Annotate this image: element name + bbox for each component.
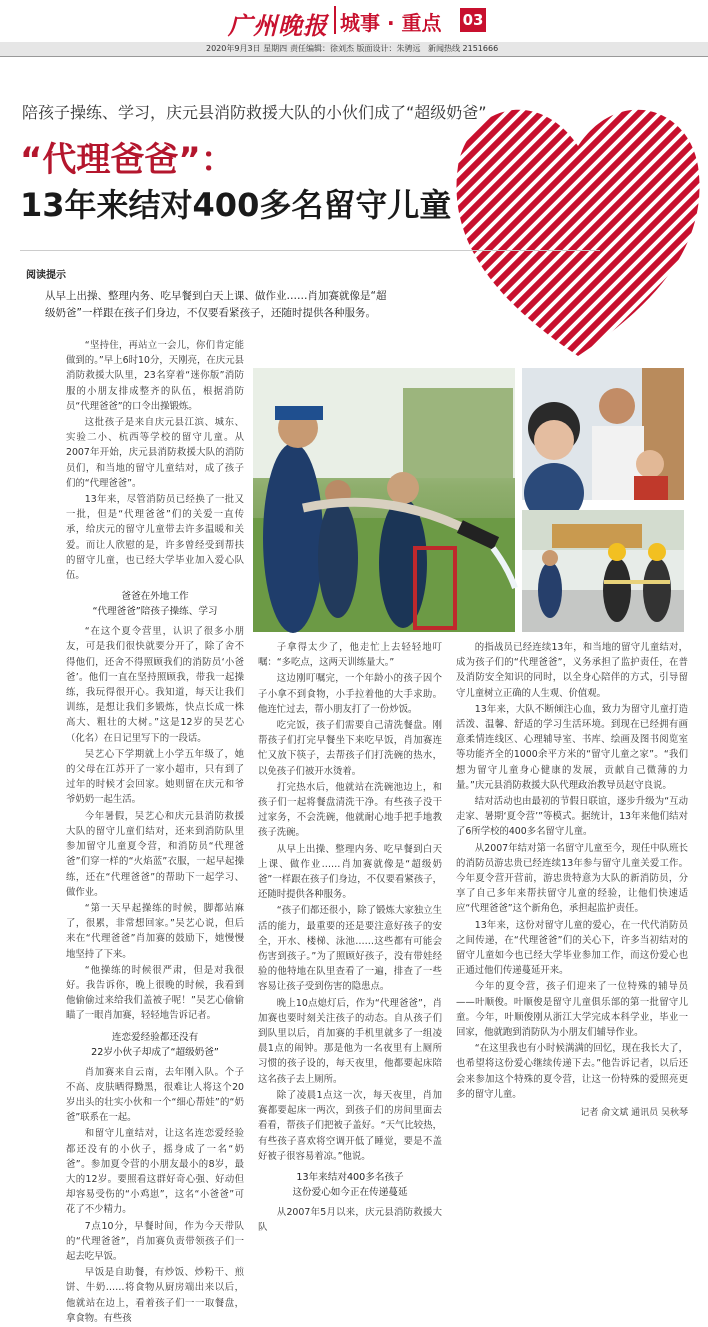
article-column-2 (258, 640, 442, 1236)
news-hotline: 新闻热线 2151666 (428, 44, 499, 53)
col1-paragraph: 和留守儿童结对，让这名连恋爱经验都还没有的小伙子，摇身成了一名“奶爸”。参加夏令营的小朋友最小的8岁，最大的12岁。要照看这群好奇心强、好动但却容易受伤的“小鸡崽”，这名“小爸爸”可花了不少精力。 (66, 1128, 244, 1216)
section-title: 城事 · 重点 (340, 11, 442, 35)
photo-hose-training (253, 368, 515, 632)
subhead-3a: 13年来结对400多名孩子 (296, 1171, 404, 1183)
photo-hose-training-art (253, 368, 515, 632)
stripe-line (694, 76, 708, 366)
col1-paragraph: “他操练的时候很严肃，但是对我很好。我告诉你，晚上很晚的时候，我看到他偷偷过来给我们盖被子呢！”吴艺心偷偷瞄了一眼肖加赛，轻轻地告诉记者。 (66, 964, 244, 1022)
col2-paragraph: “孩子们都还很小，除了锻炼大家独立生活的能力，最重要的还是要注意好孩子的安全，开水、楼梯、泳池……这些都有可能会伤害到孩子。”为了照顾好孩子，没有带娃经验的他特地在队里查看了一遍，排查了一些容易让孩子受到伤害的隐患点。 (258, 905, 442, 993)
photo-tutoring (522, 368, 684, 500)
stripe-line (540, 76, 708, 366)
col2-paragraph: 子拿得太少了，他走忙上去轻轻地叮嘱：“多吃点，这两天训练量大。” (258, 642, 442, 669)
col1-paragraph: 肖加赛来自云南，去年刚入队。个子不高、皮肤晒得黝黑，很难让人将这个20岁出头的壮实小伙和一个“细心帮娃”的“奶爸”联系在一起。 (66, 1066, 244, 1124)
col3-paragraph: 结对活动也由最初的节假日联谊，逐步升级为“互动走家、暑期‘夏令营’”等模式。据统计，13年来他们结对了6所学校的400多名留守儿童。 (456, 796, 688, 838)
col3-paragraph: 13年来，大队不断倾注心血，致力为留守儿童打造活泼、温馨、舒适的学习生活环境。到现在已经拥有画意柔情连线区、心理辅导室、书库、绘画及图书阅览室等功能齐全的1000余平方米的“留守儿童之家”。“我们想为留守儿童身心健康的发展，贡献自己微薄的力量。”庆元县消防救援大队代理政治教导员赵守良说。 (456, 703, 688, 791)
col2-paragraph: 从2007年5月以来，庆元县消防救援大队 (258, 1206, 442, 1234)
col2-paragraph: 除了凌晨1点这一次，每天夜里，肖加赛都要起床一两次，到孩子们的房间里面去看看，帮孩子们把被子盖好。“天气比较热，有些孩子喜欢将空调开低了睡觉，要是不盖好被子很容易着凉。”他说。 (258, 1089, 442, 1162)
headline-title-line1: “代理爸爸”： (20, 140, 235, 180)
masthead-divider (334, 6, 336, 34)
col3-paragraph: 今年的夏令营，孩子们迎来了一位特殊的辅导员——叶顺俊。叶顺俊是留守儿童俱乐部的第一批留守儿童。今年，叶顺俊刚从浙江大学完成本科学业，毕业一回家，他就跑到消防队为小朋友们辅导作业。 (456, 981, 688, 1039)
col2-paragraph: 从早上出操、整理内务、吃早餐到白天上课、做作业……肖加赛就像是“超级奶爸”一样跟在孩子们身边，不仅要看紧孩子，还随时提供各种服务。 (258, 843, 442, 901)
col1-paragraph: 这批孩子是来自庆元县江滨、城东、实验二小、杭西等学校的留守儿童。从2007年开始，庆元县消防救援大队的消防员们，和当地的留守儿童结对，成了孩子们的“代理爸爸”。 (66, 417, 244, 489)
subhead-3b: 这份爱心如今正在传递蔓延 (292, 1186, 408, 1198)
col1-paragraph: 今年暑假，吴艺心和庆元县消防救援大队的留守儿童们结对，还来到消防队里参加留守儿童夏令营，和消防员“代理爸爸”们穿一样的“火焰蓝”衣服，一起早起操练，还在“代理爸爸”的帮助下一起学习、做作业。 (66, 810, 244, 898)
col2-paragraph: 打完热水后，他就站在洗碗池边上，和孩子们一起将餐盘清洗干净。有些孩子没干过家务，不会洗碗，他就耐心地手把手地教孩子洗碗。 (258, 781, 442, 839)
col3-paragraph: 13年来，这份对留守儿童的爱心，在一代代消防员之间传递，在“代理爸爸”们的关心下，许多当初结对的留守儿童如今也已经大学毕业参加工作，而这份爱心也正通过他们传递蔓延开来。 (456, 919, 688, 977)
reporter-credit: 记者 俞文斌 通讯员 吴秋琴 (580, 1108, 688, 1119)
photo-tutoring-art (522, 368, 684, 500)
editor-credit: 责任编辑：徐刘杰 版面设计：朱骋远 (290, 44, 421, 53)
article-column-1 (66, 338, 244, 1327)
issue-date: 2020年9月3日 星期四 (206, 44, 288, 53)
col2-paragraph: 这边刚叮嘱完，一个年龄小的孩子因个子小拿不到食物，小手拉着他的大手求助。他连忙过去，帮小朋友打了一份炒饭。 (258, 673, 442, 715)
col1-paragraph: “坚持住，再站立一会儿，你们肯定能做到的。”早上6时10分，天刚亮，在庆元县消防救援大队里，23名穿着“迷你版”消防服的小朋友排成整齐的队伍，根据消防员“代理爸爸”的口令出操锻炼。 (66, 340, 244, 412)
col1-paragraph: 早饭是自助餐，有炒饭、炒粉干、煎饼、牛奶……将食物从厨房端出来以后，他就站在边上，看着孩子们一一取餐盘，拿食物。有些孩 (66, 1267, 244, 1324)
col1-paragraph: “第一天早起操练的时候，脚都站麻了，很累，非常想回家。”吴艺心说，但后来在“代理爸爸”肖加赛的鼓励下，她慢慢地坚持了下来。 (66, 902, 244, 960)
col3-paragraph: 从2007年结对第一名留守儿童至今，现任中队班长的消防员游忠贵已经连续13年参与留守儿童关爱工作。今年夏令营开营前，游忠贵特意为大队的新消防员，分享了自己多年来帮扶留守儿童的经验，让他们快速适应“代理爸爸”这个新角色，承担起监护责任。 (456, 842, 688, 915)
photo-gear-drill-art (522, 510, 684, 632)
headline-kicker: 陪孩子操练、学习，庆元县消防救援大队的小伙们成了“超级奶爸” (22, 103, 487, 122)
decorative-stripes (448, 76, 708, 366)
col3-paragraph: “在这里我也有小时候满满的回忆，现在我长大了，也希望将这份爱心继续传递下去。”他告诉记者，以后还会来参加这个特殊的夏令营，让这一份特殊的爱照亮更多的留守儿童。 (456, 1043, 688, 1100)
masthead (0, 0, 708, 42)
col1-paragraph: 吴艺心下学期就上小学五年级了，她的父母在江苏开了一家小超市，只有到了过年的时候才会回家。她则留在庆元和爷爷奶奶一起生活。 (66, 748, 244, 806)
col1-paragraph: 7点10分，早餐时间，作为今天带队的“代理爸爸”，肖加赛负责带领孩子们一起去吃早饭。 (66, 1220, 244, 1262)
col1-paragraph: 13年来，尽管消防员已经换了一批又一批，但是“代理爸爸”们的关爱一直传承，给庆元的留守儿童带去许多温暖和关爱。而让人欣慰的是，许多曾经受到帮扶的留守儿童，也已经大学毕业加入爱心队伍。 (66, 494, 244, 582)
subhead-1a: 爸爸在外地工作 (121, 591, 189, 603)
col2-paragraph: 晚上10点熄灯后，作为“代理爸爸”，肖加赛也要时刻关注孩子的动态。自从孩子们到队里以后，肖加赛的手机里就多了一组凌晨1点的闹钟。那是他为一名夜里有上厕所习惯的孩子设的，每天夜里，他都要起床陪这名孩子去上厕所。 (258, 997, 442, 1085)
info-bar (0, 42, 708, 56)
lead-text: 从早上出操、整理内务、吃早餐到白天上课、做作业……肖加赛就像是“超级奶爸”一样跟在孩子们身边，不仅要看紧孩子，还随时提供各种服务。 (45, 290, 387, 319)
col3-paragraph: 的指战员已经连续13年，和当地的留守儿童结对，成为孩子们的“代理爸爸”，义务承担了监护责任，在普及消防安全知识的同时，以全身心陪伴的方式，引导留守儿童树立正确的人生观、价值观。 (456, 642, 688, 699)
newspaper-logo: 广州晚报 (228, 11, 328, 40)
photo-gear-drill (522, 510, 684, 632)
headline-title-line2: 13年来结对400多名留守儿童 (20, 186, 452, 224)
col1-paragraph: “在这个夏令营里，认识了很多小朋友，可是我们很快就要分开了，除了舍不得他们，还舍不得照顾我们的消防员‘小爸爸’。他们一直在坚持照顾我，带我一起操练，我玩得很开心。我知道，每天让我们训练，是想让我们多锻炼，快点长成一株高大、粗壮的大树。”这是12岁的吴艺心（化名）在日记里写下的一段话。 (66, 626, 244, 744)
subhead-2b: 22岁小伙子却成了“超级奶爸” (91, 1046, 219, 1058)
page-number: 03 (460, 8, 486, 32)
subhead-1b: “代理爸爸”陪孩子操练、学习 (92, 606, 218, 618)
headline-rule (20, 250, 600, 251)
subhead-2a: 连恋爱经验都还没有 (111, 1031, 199, 1043)
lead-label: 阅读提示 (26, 270, 66, 281)
col2-paragraph: 吃完饭，孩子们需要自己清洗餐盘。刚帮孩子们打完早餐坐下来吃早饭，肖加赛连忙又放下筷子，去帮孩子们打洗碗的热水，以免孩子们被开水烫着。 (258, 720, 442, 777)
header-rule (0, 56, 708, 57)
article-column-3 (456, 640, 688, 1121)
